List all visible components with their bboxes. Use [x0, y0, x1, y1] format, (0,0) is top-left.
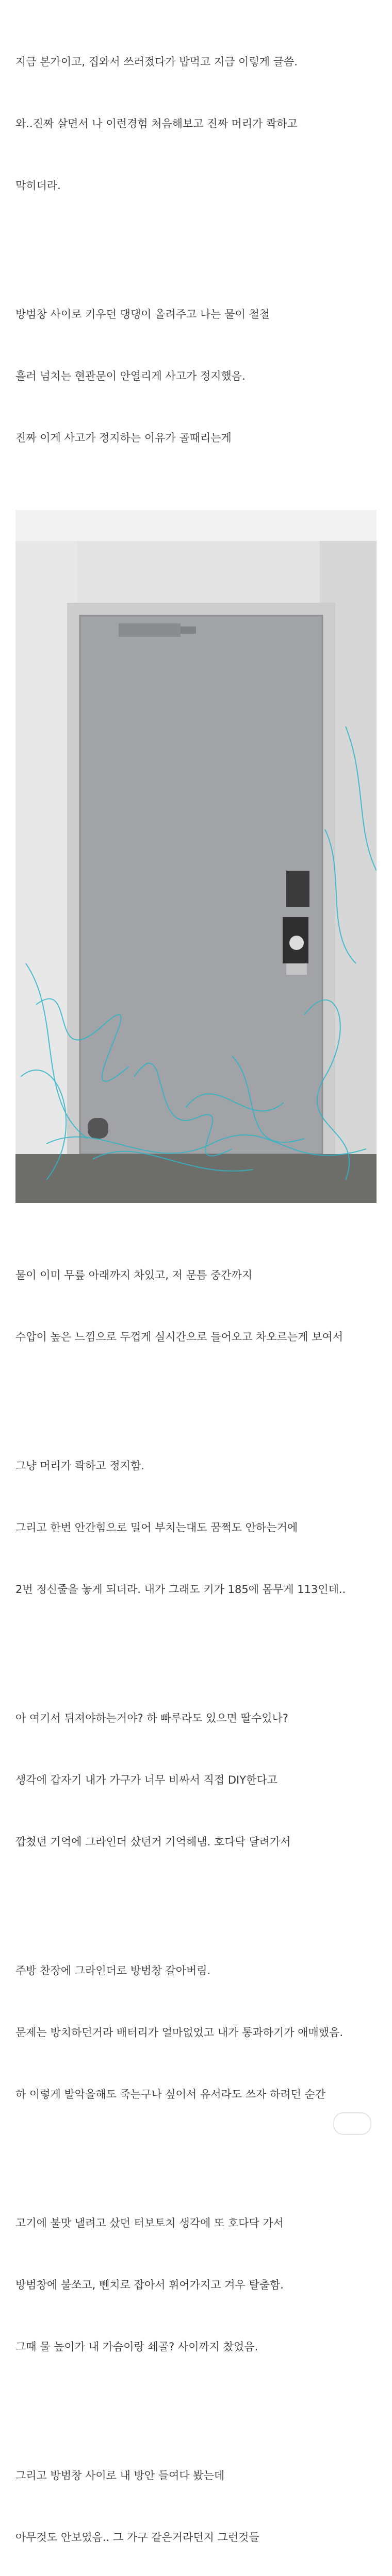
text-line: 그때 물 높이가 내 가슴이랑 쇄골? 사이까지 찼었음.: [15, 2341, 258, 2353]
text-line: 하 이렇게 발악을해도 죽는구나 싶어서 유서라도 쓰자 하려던 순간: [15, 2088, 326, 2100]
text-line: 주방 찬장에 그라인더로 방범창 갈아버림.: [15, 1964, 211, 1977]
paragraph: [15, 2424, 377, 2576]
paragraph: [15, 263, 377, 489]
paragraph: [15, 1414, 377, 1641]
text-line: 막히더라.: [15, 179, 61, 192]
text-line: 그냥 머리가 콱하고 정지함.: [15, 1460, 144, 1472]
text-line: 물이 이미 무릎 아래까지 차있고, 저 문틈 중간까지: [15, 1269, 253, 1281]
paragraph: [15, 1224, 377, 1388]
paragraph: [15, 10, 377, 237]
text-line: 와..진짜 살면서 나 이런경험 처음해보고 진짜 머리가 콱하고: [15, 117, 298, 130]
text-line: 흘러 넘치는 현관문이 안열리게 사고가 정지했음.: [15, 370, 246, 382]
text-line: 그리고 방범창 사이로 내 방안 들여다 봤는데: [15, 2469, 225, 2482]
text-line: 방범창에 불쏘고, 뻰치로 잡아서 휘어가지고 겨우 탈출함.: [15, 2279, 284, 2291]
text-line: 고기에 불맛 낼려고 샀던 터보토치 생각에 또 호다닥 가서: [15, 2217, 284, 2229]
post-body: [15, 10, 377, 2576]
text-line: 그리고 한번 안간힘으로 밀어 부치는대도 꿈쩍도 안하는거에: [15, 1521, 298, 1534]
text-line: 깝쳤던 기억에 그라인더 샀던거 기억해냄. 호다닥 달려가서: [15, 1836, 291, 1848]
text-line: 지금 본가이고, 집와서 쓰러젔다가 밥먹고 지금 이렇게 글씀.: [15, 56, 298, 68]
text-line: 방범창 사이로 키우던 댕댕이 올려주고 나는 물이 철철: [15, 308, 270, 320]
paragraph: [15, 1667, 377, 1893]
text-line: 아무것도 안보였음.. 그 가구 같은거라던지 그런것들: [15, 2531, 259, 2544]
paragraph: [15, 2172, 377, 2398]
text-line: 2번 정신줄을 놓게 되더라. 내가 그래도 키가 185에 몸무게 113인데..: [15, 1583, 346, 1596]
text-line: 진짜 이게 사고가 정지하는 이유가 골때리는게: [15, 432, 232, 444]
door-photo: [15, 510, 377, 1203]
text-line: 생각에 갑자기 내가 가구가 너무 비싸서 직접 DIY한다고: [15, 1774, 277, 1786]
text-line: 문제는 방치하던거라 배터리가 얼마없었고 내가 통과하기가 애매했음.: [15, 2026, 344, 2039]
paragraph: [15, 1919, 377, 2146]
scroll-top-button[interactable]: [333, 2112, 371, 2135]
text-line: 수압이 높은 느낌으로 두껍게 실시간으로 들어오고 차오르는게 보여서: [15, 1331, 344, 1343]
text-line: 아 여기서 뒤져야하는거야? 하 빠루라도 있으면 딸수있나?: [15, 1712, 288, 1724]
